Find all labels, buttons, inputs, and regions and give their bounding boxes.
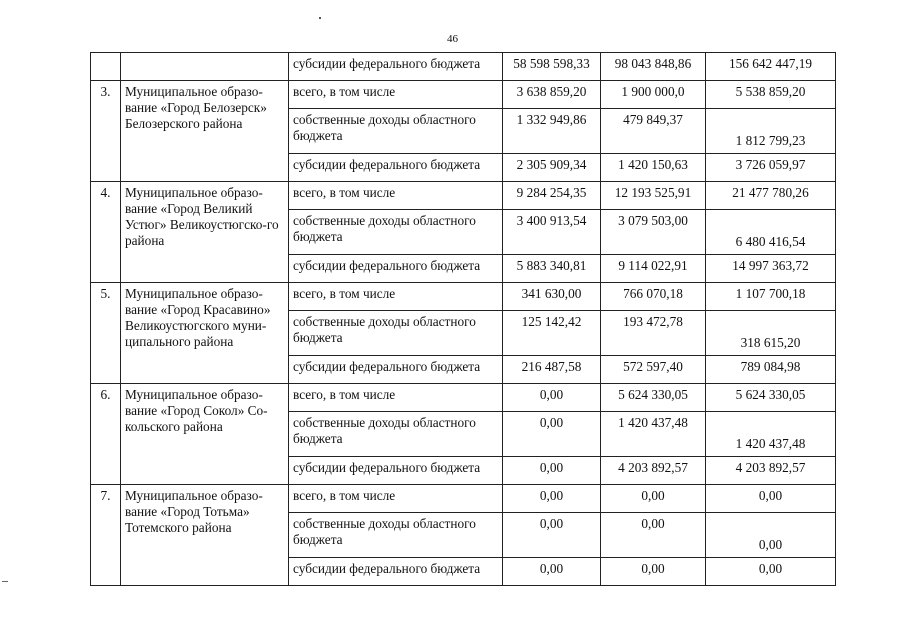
row-label: всего, в том числе [289, 485, 503, 513]
table-row [91, 283, 836, 311]
value-col1: 0,00 [503, 513, 601, 558]
value-col2: 12 193 525,91 [601, 182, 706, 210]
value-col1: 0,00 [503, 485, 601, 513]
value-col1: 341 630,00 [503, 283, 601, 311]
value-col2: 0,00 [601, 558, 706, 586]
value-col1: 125 142,42 [503, 311, 601, 356]
value-col1: 5 883 340,81 [503, 255, 601, 283]
row-label: субсидии федерального бюджета [289, 255, 503, 283]
value-col2: 4 203 892,57 [601, 457, 706, 485]
value-col3: 0,00 [706, 558, 836, 586]
value-col2: 1 900 000,0 [601, 81, 706, 109]
row-label: всего, в том числе [289, 182, 503, 210]
value-col3: 21 477 780,26 [706, 182, 836, 210]
table-row [91, 485, 836, 513]
row-label: субсидии федерального бюджета [289, 558, 503, 586]
entry-index: 5. [91, 283, 121, 384]
municipality-cell [121, 53, 289, 81]
value-col3: 156 642 447,19 [706, 53, 836, 81]
entry-index: 7. [91, 485, 121, 586]
value-col2: 0,00 [601, 513, 706, 558]
value-col3: 14 997 363,72 [706, 255, 836, 283]
row-label: собственные доходы областного бюджета [289, 311, 503, 356]
table-row [91, 182, 836, 210]
value-col1: 2 305 909,34 [503, 154, 601, 182]
municipality-name: Муниципальное образо-вание «Город Белозерск» Белозерского района [121, 81, 289, 182]
value-col3: 3 726 059,97 [706, 154, 836, 182]
value-col3: 789 084,98 [706, 356, 836, 384]
value-col1: 0,00 [503, 384, 601, 412]
value-col2: 3 079 503,00 [601, 210, 706, 255]
value-col2: 766 070,18 [601, 283, 706, 311]
municipality-name: Муниципальное образо-вание «Город Великий Устюг» Великоустюгско-го района [121, 182, 289, 283]
row-label: собственные доходы областного бюджета [289, 513, 503, 558]
value-col3: 6 480 416,54 [706, 210, 836, 255]
value-col3: 0,00 [706, 513, 836, 558]
value-col1: 0,00 [503, 412, 601, 457]
budget-table [90, 52, 836, 586]
value-col2: 193 472,78 [601, 311, 706, 356]
value-col3: 1 420 437,48 [706, 412, 836, 457]
page-number: 46 [447, 33, 458, 45]
value-col2: 1 420 437,48 [601, 412, 706, 457]
value-col1: 1 332 949,86 [503, 109, 601, 154]
table-row [91, 384, 836, 412]
value-col3: 1 812 799,23 [706, 109, 836, 154]
value-col2: 9 114 022,91 [601, 255, 706, 283]
row-label: всего, в том числе [289, 384, 503, 412]
row-label: всего, в том числе [289, 283, 503, 311]
scan-mark [2, 581, 8, 582]
municipality-name: Муниципальное образо-вание «Город Сокол» Со-кольского района [121, 384, 289, 485]
municipality-name: Муниципальное образо-вание «Город Красавино» Великоустюгского муни-ципального района [121, 283, 289, 384]
value-col1: 3 400 913,54 [503, 210, 601, 255]
value-col2: 479 849,37 [601, 109, 706, 154]
row-label: субсидии федерального бюджета [289, 53, 503, 81]
municipality-name: Муниципальное образо-вание «Город Тотьма» Тотемского района [121, 485, 289, 586]
value-col3: 318 615,20 [706, 311, 836, 356]
row-label: субсидии федерального бюджета [289, 356, 503, 384]
value-col1: 0,00 [503, 558, 601, 586]
row-label: собственные доходы областного бюджета [289, 109, 503, 154]
entry-index: 6. [91, 384, 121, 485]
scan-speck [319, 17, 321, 19]
value-col2: 0,00 [601, 485, 706, 513]
value-col3: 5 538 859,20 [706, 81, 836, 109]
entry-index: 4. [91, 182, 121, 283]
value-col1: 216 487,58 [503, 356, 601, 384]
value-col2: 98 043 848,86 [601, 53, 706, 81]
index-cell [91, 53, 121, 81]
value-col2: 572 597,40 [601, 356, 706, 384]
value-col1: 9 284 254,35 [503, 182, 601, 210]
row-label: субсидии федерального бюджета [289, 154, 503, 182]
value-col2: 1 420 150,63 [601, 154, 706, 182]
value-col1: 0,00 [503, 457, 601, 485]
value-col3: 1 107 700,18 [706, 283, 836, 311]
row-label: собственные доходы областного бюджета [289, 210, 503, 255]
value-col3: 0,00 [706, 485, 836, 513]
row-label: всего, в том числе [289, 81, 503, 109]
entry-index: 3. [91, 81, 121, 182]
value-col1: 58 598 598,33 [503, 53, 601, 81]
value-col3: 5 624 330,05 [706, 384, 836, 412]
row-label: субсидии федерального бюджета [289, 457, 503, 485]
value-col2: 5 624 330,05 [601, 384, 706, 412]
row-label: собственные доходы областного бюджета [289, 412, 503, 457]
table-row [91, 81, 836, 109]
value-col1: 3 638 859,20 [503, 81, 601, 109]
table-row [91, 53, 836, 81]
value-col3: 4 203 892,57 [706, 457, 836, 485]
